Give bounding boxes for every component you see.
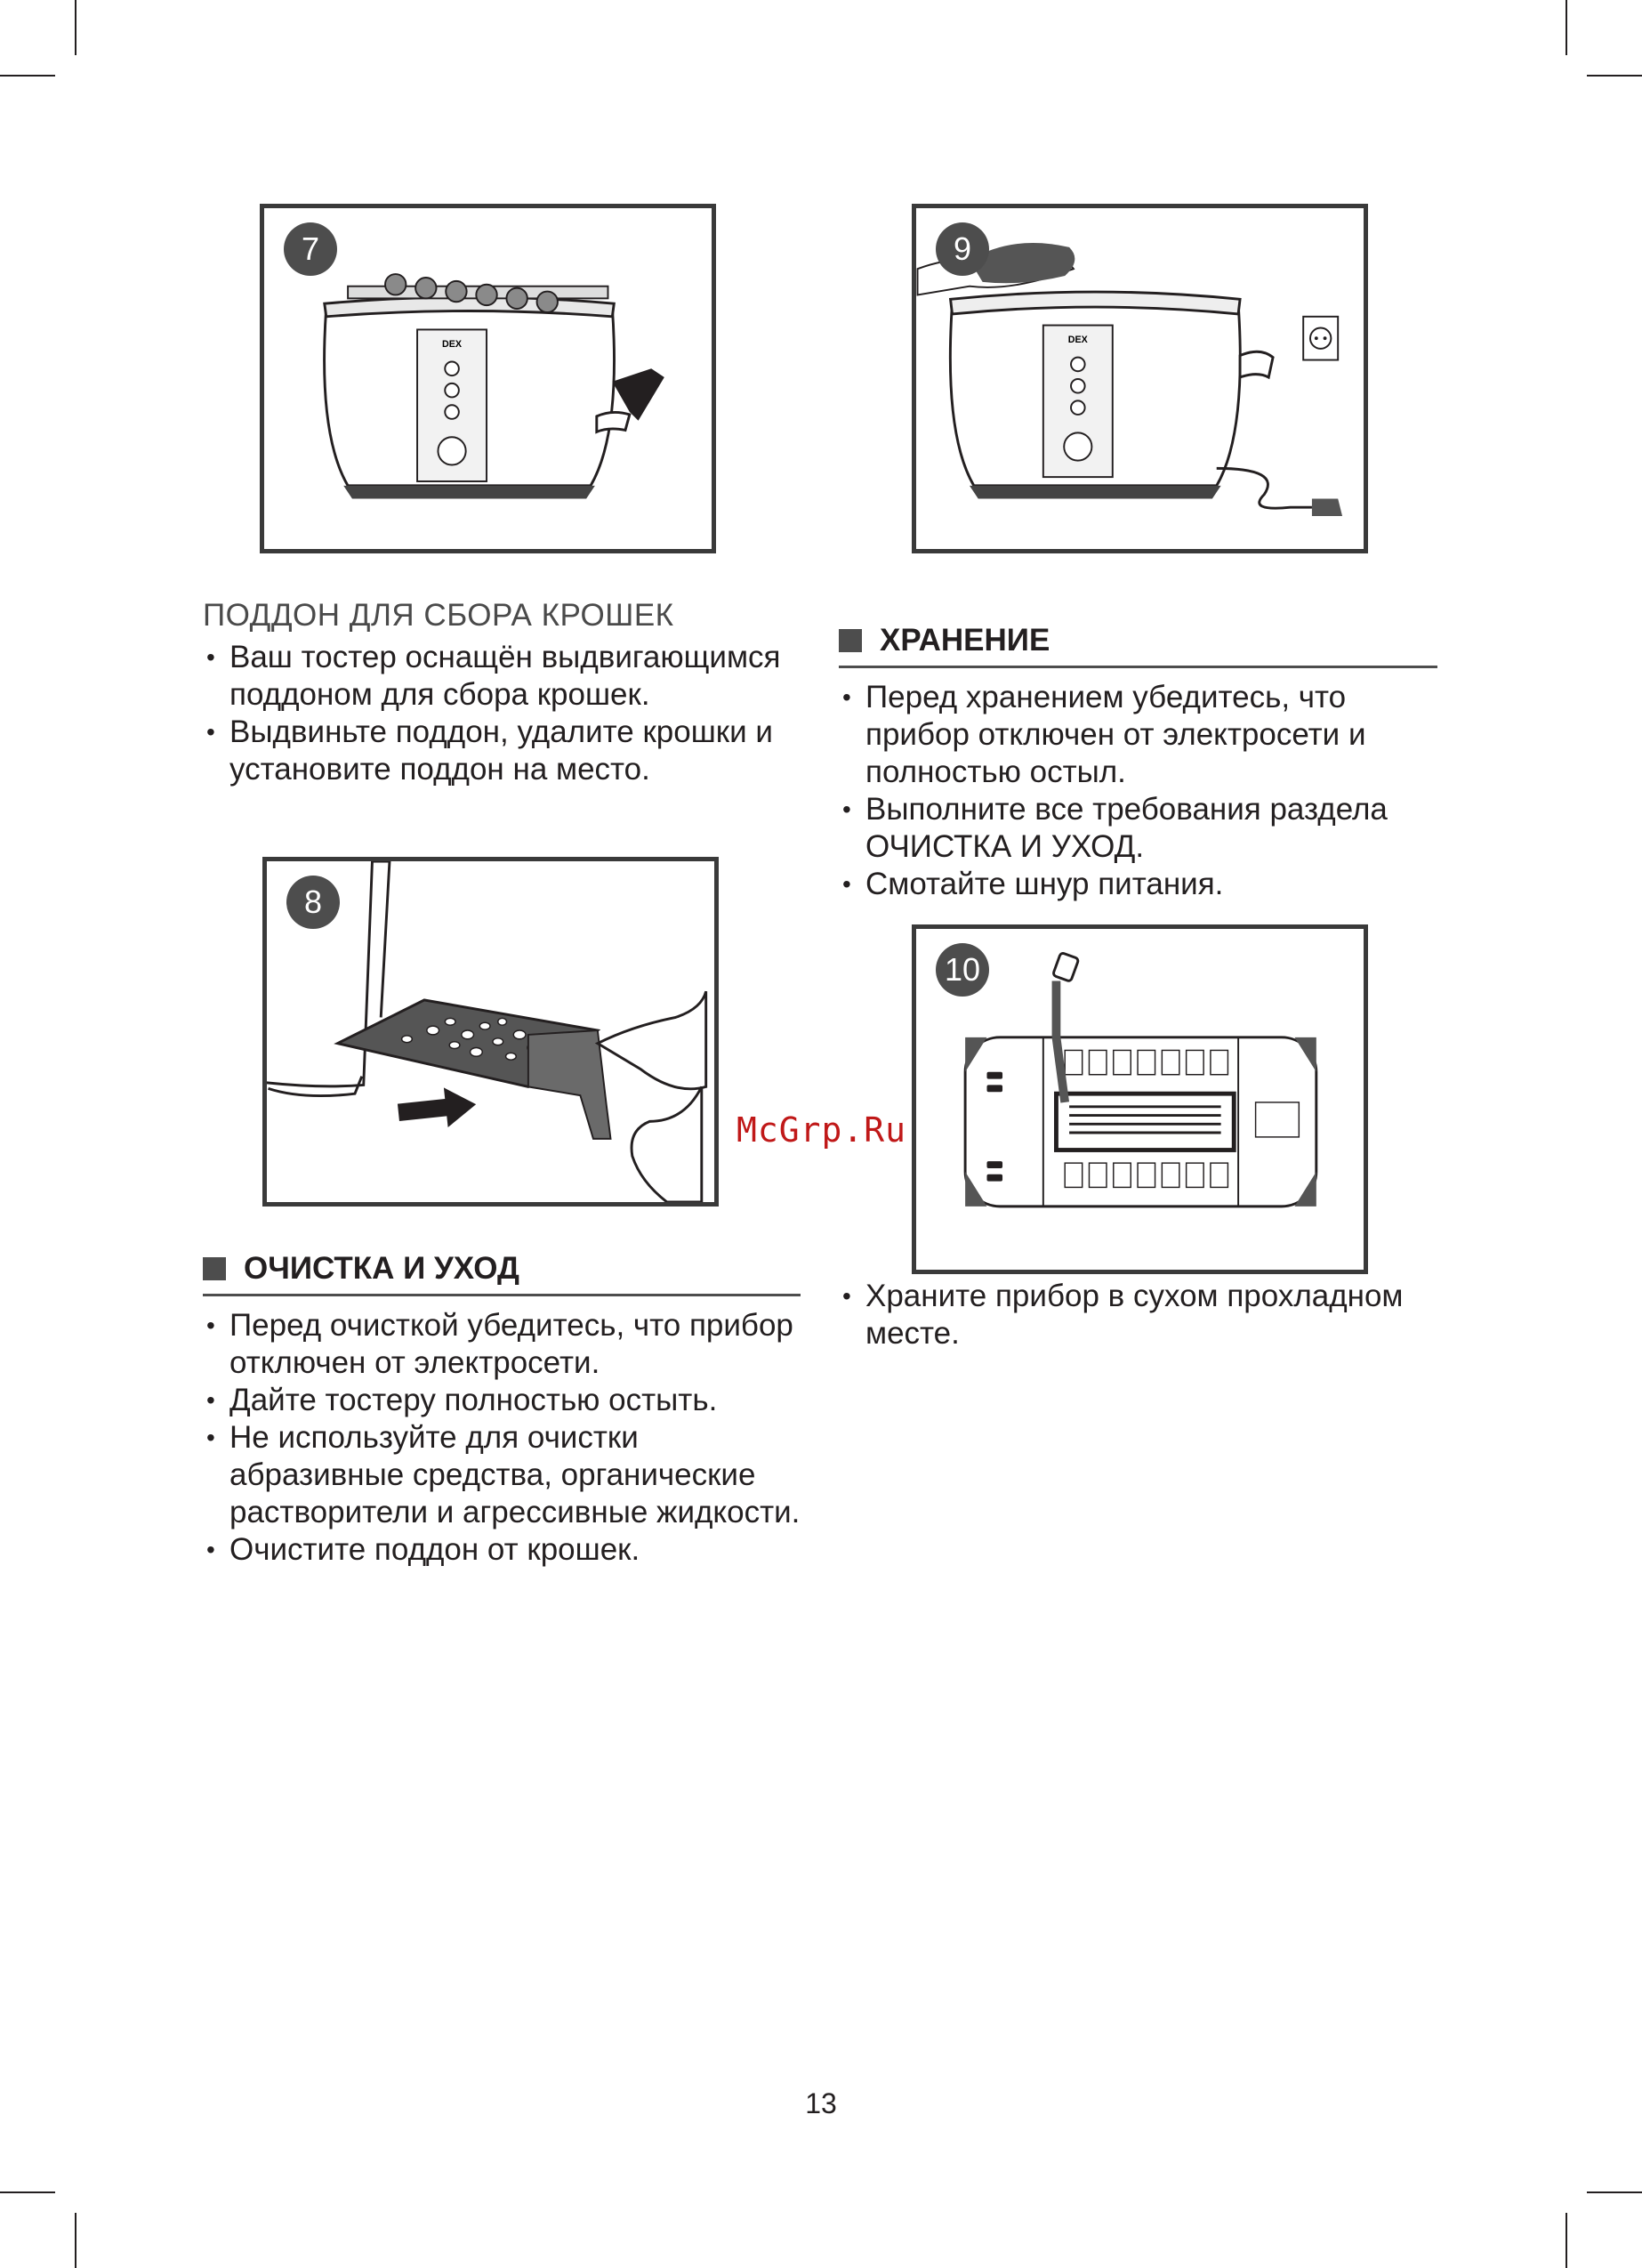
section-crumb-tray (203, 598, 808, 788)
list-item: • Не используйте для очистки абразивные средства, органические растворители и агрессивные жидкости. (203, 1419, 801, 1531)
crop-mark (1587, 75, 1642, 77)
figure-number-badge: 7 (284, 222, 337, 276)
section-marker-icon (839, 629, 862, 652)
list-item: • Перед хранением убедитесь, что прибор отключен от электросети и полностью остыл. (839, 679, 1437, 791)
list-item: • Дайте тостеру полностью остыть. (203, 1382, 801, 1419)
list-item: • Ваш тостер оснащён выдвигающимся поддоном для сбора крошек. (203, 639, 808, 714)
crop-mark (0, 75, 55, 77)
section-title (203, 1251, 801, 1296)
list-item: • Храните прибор в сухом прохладном месте. (839, 1278, 1437, 1352)
brand-logo: DEX (442, 338, 463, 350)
figure-7 (260, 204, 716, 553)
crop-mark (1566, 0, 1567, 55)
list-item: • Перед очисткой убедитесь, что прибор отключен от электросети. (203, 1307, 801, 1382)
figure-number-badge: 9 (936, 222, 989, 276)
brand-logo: DEX (1067, 335, 1088, 346)
list-item: • Выдвиньте поддон, удалите крошки и установите поддон на место. (203, 714, 808, 788)
section-storage-note (839, 1278, 1437, 1352)
crop-mark (0, 2191, 55, 2193)
section-title-text: ОЧИСТКА И УХОД (244, 1251, 519, 1286)
crop-mark (1587, 2191, 1642, 2193)
crop-mark (1566, 2213, 1567, 2268)
list-item: • Выполните все требования раздела ОЧИСТКА И УХОД. (839, 791, 1437, 866)
figure-9 (912, 204, 1368, 553)
section-title (839, 623, 1437, 668)
section-title: ПОДДОН ДЛЯ СБОРА КРОШЕК (203, 598, 674, 633)
page-number: 13 (805, 2087, 837, 2119)
figure-number-badge: 8 (286, 876, 340, 929)
figure-number-badge: 10 (936, 943, 989, 997)
list-item: • Очистите поддон от крошек. (203, 1531, 801, 1569)
figure-8 (262, 857, 719, 1207)
crop-mark (75, 0, 76, 55)
figure-10 (912, 924, 1368, 1274)
section-marker-icon (203, 1257, 226, 1280)
list-item: • Смотайте шнур питания. (839, 866, 1437, 903)
crop-mark (75, 2213, 76, 2268)
section-cleaning (203, 1251, 801, 1569)
section-storage (839, 623, 1437, 903)
watermark: McGrp.Ru (736, 1110, 907, 1150)
section-title-text: ХРАНЕНИЕ (880, 623, 1050, 658)
